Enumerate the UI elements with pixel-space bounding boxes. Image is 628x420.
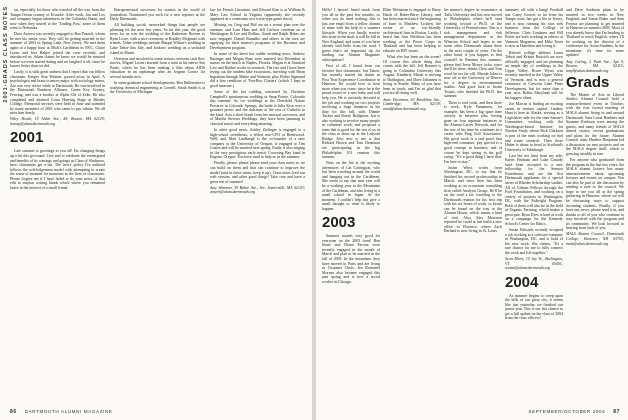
paragraph: Late summer is greetings to you all! I'm changing things up a bit this go-round. Live and to celebrate the reenergized and benefits of its comings and goings as Class of Slackness, here, classmates get a fan. The 'news' policy I've outlined follows the soft-lodgement model with attempting to create the sense of moment for moments in the lives of classmates. Please forgive me if I have failed to do your news, or that edit to surplus writing hands which where you remained brave in the interest of a small friend.	[10, 149, 105, 190]
paragraph: There is real work, and then there is work. Kyle Yamamoto, for example, has been a big spare time activity in between jobs, having gone on four separate instances to the Alumni Career Network, and for the rest of his time he continues in a career with Ping Golf Association. His good work is a real proof that high-end consumer, pay special is a good concept in business, and of course he kept strong in his golf swing. "It's a good thing I have that. I'm here to stay."	[444, 100, 502, 164]
paragraph: Entrepreneurial successes for starters in the world of journalism. Nominated you each for a new reporter at the Daily Dartmouth.	[110, 8, 205, 22]
left-column-3	[210, 8, 305, 196]
paragraph: In some graduate school developments, Ben Hallenstein is studying chemical engineering at Cornell; Sarah Smith is at the University of Michigan	[110, 80, 205, 95]
paragraph: Joe Marcus is finding an exciting career in venture capital. Lindsey Hunt is here in Alaska, serving as a Legislative aide for the state Senate's Committee, working with the Washington-based Institute for Nuclear Study, where Rick Clarkson is part of the team working on fuel and waste research. Then Jesse Huber is about to head to Scotland's University of Edinburgh.	[505, 102, 563, 152]
grads-heading: Grads	[566, 73, 610, 91]
class-year-heading-2004: 2004	[505, 273, 539, 291]
left-column-2	[110, 8, 205, 96]
paragraph: All building social, networked things that people are planning for the next few years. So far this year, the good news for us was the wedding of the Katherine Boesen to Ryan Lowe, with a nice ceremony at Bradley Mcginnis with friends. Other weddings include Margie Wilson's wedding in Lake Tahoe this July, and Jordan's wedding on a secluded island in Maine.	[110, 23, 205, 55]
paragraph: his master's degree in economics at Tufts University and has now moved to Philadelphia where he'll start working toward a Ph.D. at the University of Pennsylvania. Tim is a risk management and risk management department at the Wharton School and hopes to see some other Dartmouth alums there in the next couple of years. On the other hand, if you happen to find yourself in Panama this summer, please find Jesse Moore (who, since she'll be there, thinks Chris and Tom won't be too far off). Mariah Johns is now off to the University of Denver for a degree in environmental studies. And good luck to Justin Tropas, who finished his Ph.D. last summer.	[444, 8, 502, 99]
paragraph: Susan Edwards recently accepted a job working at a software company in Washington, DC, and is fond of her new work. She claims, "It's a rare chance for me to fully connect the work and life together."	[505, 228, 563, 255]
right-column-3	[444, 8, 502, 236]
right-column-1	[322, 8, 380, 286]
right-page	[316, 0, 628, 420]
paragraph: As summer begins to creep upon the hills of our great city, it seems like just yesterday we finished our junior year. This is our last chance to get a full update on the class of 2004 from the class officers!	[505, 293, 563, 321]
class-year-heading-2003: 2003	[322, 214, 356, 232]
paragraph: Some of the hot rodding continued by Christine Campbell's spontaneous wedding in Snap Pointe, Colorado this summer. As for weddings at the Deerfield Nature Preserve in Colorado Springs, the bride is Julia Kear over a gourmet picnic and the dulcimer of the rest of Catholic to the kind. Aria a short break from her musical successes, and of Marthe Stewart Weddings, they have been jamming to classical music and everything amazing.	[210, 90, 305, 126]
contact-line: Wiley Heath, 15 Alden Ave., #9, Boston, MA 02129; bweap@alum.dartmouth.org	[10, 117, 105, 126]
paragraph: The Master of Arts in Liberal Studies Alumni Council held a reunion-themed event in October, with the first formal meeting of MALS alumni living in and around Dartmouth. Sara Lucia Huebner and Susanne Karlsson were among the guests, and many friends of MALS shared stories, recent graduations and plans for the future. Alumni Council chair Heather Benjamin led a discussion on new projects and on the MALS degree itself, which is growing steadily in size.	[566, 92, 624, 156]
right-footer	[528, 409, 620, 415]
paragraph: Overseas and involved in some serious overseas cash flow moves, Miguel Leone returned from a stint in his native Sao Paulo, where he has been making a film about AIDS education in an orphanage after an Aegean Cortez for several months now.	[110, 56, 205, 79]
paragraph: What else has been on the scene? Of course this whole thing that comes with the fall. Jeff Bennett is going to Columbia University this August, Kimberly Marsh is moving to Burlington, and Dave Johansen is living in Seattle. Many of you have been in touch, and I'm so glad that you are all doing well.	[383, 55, 441, 96]
paragraph: law for French Literature, and Edward Kim is at William & Mary Law School in Virginia (apparently she recently appeared as a contestant on a trivia-type game show).	[210, 8, 305, 22]
page-number: 86	[10, 409, 17, 415]
paragraph: on, especially for those who traveled all the way from the Tampa-Ocean country of Ecuador. After work, Jan and Lex and company began adventures in the Columbia Basin, and now when they toured to the 'Trading Post,' some of them went to Nebraska.	[10, 8, 105, 31]
paragraph: Ellen Weitzman is engaged to Harry Hatch of Baker-Berry Library, and has been married since the beginning of June to Matthew Lichten, the owner of an eco-friendly architectural firm in Boston. Lastly, I heard that Ann Nettleton has been working at the Peace Corps in Thailand and has been helping to educate on HIV issues.	[383, 8, 441, 53]
contact-line: Amy Loring, 2 Park Ave., Apt 9, Boston, MA 02115; amyl@alum.dartmouth.org	[566, 59, 624, 73]
paragraph: and Dave Seidman plans to be married in two weeks in New England, and Susan Baker and Sam Ferrara are planning to get married in Hanover in summer 2005. Most of you already know that I'm heading to Thailand to teach English, where I'll be working on the director of a conference for Asian Students. In the meantime, it's time for some updates!	[566, 8, 624, 58]
paragraph: Next on the list is the exciting adventures of Cat Carrington, who has been traveling around the world and hanging out in the Caribbean. She wrote to say that next year will be a working year in the Mountains of the Caribbean, and also living in a small school in Japan. At the moment, I couldn't help but give a small thought to what is likely to happen.	[322, 161, 380, 211]
page-number: 87	[613, 409, 620, 415]
paragraph: Justin Weiss writes from Washington, DC, to say that he finished his second professorship in March, and since then has been working as an economist consulting firm called Analysis Group. He'll be on the road a lot, traveling to the Dartmouth reunion for his first trip with his six hours of work, so Justin can be found on the way to the Alumni House, which means a kind of visit. Also, Alex Morrison reported he could at last build a new office in Florence, where Zach Berland is now living in St. Louis.	[444, 165, 502, 234]
paragraph: Moving on, Greg and Phil are on a recent plan over the summer, and Lara Haas and Jeff Carlson continue on at Washington & Lee and Rollins. Sarah and Ralph Baker are now engaged. Daniel Ramalho and others in the area are applying for their master's programs of the Business and Development program.	[210, 23, 305, 50]
left-page	[0, 0, 312, 420]
paragraph: Hello! I haven't heard much from you all in the past few months, so when you do send nothing, this is just one email from a fellow alumni of mine with the help of a summer lifestyle. When you finally receive this issue in the mail, it will be fall in New England, and some of you have already said hello from the road. I guess that's an important tip for funding our Alumni Magazine subscriptions!	[322, 8, 380, 63]
contact-line: Anne Doorman, 63 Brookline Ave., Cambridge, MA 02139; annd@alum.dartmouth.org	[383, 97, 441, 111]
section-side-tag: 2001-GRADS CLASS NOTES	[3, 6, 9, 103]
issue-date: SEPTEMBER/OCTOBER 2004	[528, 409, 606, 414]
right-column-2	[383, 8, 441, 113]
paragraph: First of all, I heard from our favorite first classmates: Jon Tanen, has recently started his duties as First Year Experience Coordinator in Hanover. He would love to hear more when you come, since he is the proud owner of a new baby and will help you. He is seriously devoted to the job and working on two projects involving a huge donation in his duty for this fall, with Dianne Tucker and Kasey Bridgeton. Jon is also working to involve many people in volunteer work, and proposes a team that is good for the rest of us in the class to show up at the Ledyard Bridge. Also new to me is that Richard Brown and Tom Dennison are participating in the big Philadelphia 101 reunion this summer.	[322, 64, 380, 160]
contact-line: Scott Meier, 15 Jay St., Burlington, VT 05401; scottm@alum.dartmouth.org	[505, 256, 563, 271]
paragraph: In other good news, Ashley Zielinger is engaged to a high-school sweetheart, a fellow non-CFO at Brentwood. Well, and Matt Lindbergh is the co-founder of a new company at the University of Oregon, is engaged to Tim Coates and will be married next spring. Emily is also singing in the very prestigious early music Crowning Bay band in Eugene, Oregon. You have until to help us in the summer.	[210, 128, 305, 160]
paragraph: In some of the latest hot rodder wedding news, Andrew Basinger and Megan Baas were married last December at sunset on the beach in Naples, Florida. Megan is at Stanford Law and Robbie works in research. The two and I have been trying out the tandem bike excursions, traveling with Brian Ingraham through Maine and Vermont, plus Walter Sigmund did a fine rendition of 'Fun-Boy Clutters' (which I kept in good measure.)	[210, 52, 305, 88]
paragraph: Summer sounds very good for everyone on the 2003 front! Ben Stone and Diana Ferrata were recently engaged in the month of March and plan to be married in the fall of 2005. In the meantime, they have moved to Paris and are living as Gourmet Chefs. Jen Rosentiel Moreau also became engaged this past spring and is now a social worker in Chicago.	[322, 234, 380, 284]
magazine-title: DARTMOUTH ALUMNI MAGAZINE	[24, 409, 113, 414]
paragraph: Retired college athletes Laura Tabott and Kristin Buttrich are now officially engaged, and are planning an ample day of weddings in the Upper Valley. Bruce Wyatt was recently married in the Upper Valley of Vermont, and is now a general contractor at Crescent Lake Pines Development, but for more than a year now, Robin Maryland will be his biggest client.	[505, 50, 563, 100]
left-footer	[10, 409, 113, 415]
paragraph: Finally, please, please please send your class notes so we can build on them and that can continue to improve the model (and in these times, keep it up). Class notes feed our web version, and other good things! Take care and have a great rest of summer!	[210, 161, 305, 184]
class-year-heading-2001: 2001	[10, 129, 44, 147]
paragraph: For anyone who graduated from the program in the last few years, the MALS alumni listserv has many announcements about upcoming lectures and events on campus. You can also be part of the discussion by sending a note to the council. We hope to see you all at the spring gathering in Hanover, where we will be discussing ways to support incoming students. Finally, if you have any news, please send it in, and thanks to all of you who continue to stay involved with the program and its community. We look forward to hearing from each of you.	[566, 158, 624, 231]
left-column-1	[10, 8, 105, 192]
paragraph: summers off with a bang! Football star Casey Grown, so far from his Tampa roots, has got a life in Jersey, and is now running his own web business from the College of Jefferson. Chris Lindauer and Bill Porter are both working as editors at Vermont Magazine, and Mike Taxer is now at Hamilton and loving it.	[505, 8, 563, 49]
paragraph: Dave Avarest was recently engaged to Rao Pazzoli, whom he met his senior year. They will be getting married in the summer of 2003 in Spring Lake, New Jersey. We met them again at a happy hour at Mick's Caribbean in NYC. Claire Lyons and Jaxi Halper joined the crew recently, and introduced us. Adam claims he knew we would be married before we even started dating and we laughed it off, since he knows better than we did.	[10, 32, 105, 69]
contact-line: Amy Skimmer, 39 Baker Ave., Sec. Somerville, MA 02143; amych@alum.dartmouth.org	[210, 185, 305, 195]
paragraph: Last but not least from my side, Karen Fishman and Luke Cassidy have been accepted to a new fellowship for the Senator Foundation, and are the first Dartmouth applicants for a special series of Rhodes Scholarship studies. All of Gilman Fellows through the Ford Foundation, and working on a variety of projects in Washington, DC, with the Fulbright Program. Both of them will also be in the field of Organic Farming, which makes a great pair. Ryan Dyes is hard at work on a campaign for the Kennedy School's Center for Ethics.	[505, 153, 563, 226]
right-column-4	[505, 8, 563, 322]
right-column-5	[566, 8, 624, 248]
contact-line: MALS Alumni Council, Dartmouth College, Hanover, NH 03755; mals@alum.dartmouth.org	[566, 232, 624, 246]
paragraph: Lastly, it is with great sadness that I report that our fellow classmate, Kasper Staz Weimer, passed away in April. A psychologist and brain sciences major with sociology minor, Zaz was very active while at Dartmouth. He was involved in the Dartmouth Rainbow Alliance, Green Key Society, Fencing, and was a brother at Alpha Chi of Zeke. He also completed and attained Costa Harving Stage at Rhodes College. Memorial services were held in June and attended by many members of 2001 who came to pay tribute. We all miss him dearly.	[10, 70, 105, 116]
